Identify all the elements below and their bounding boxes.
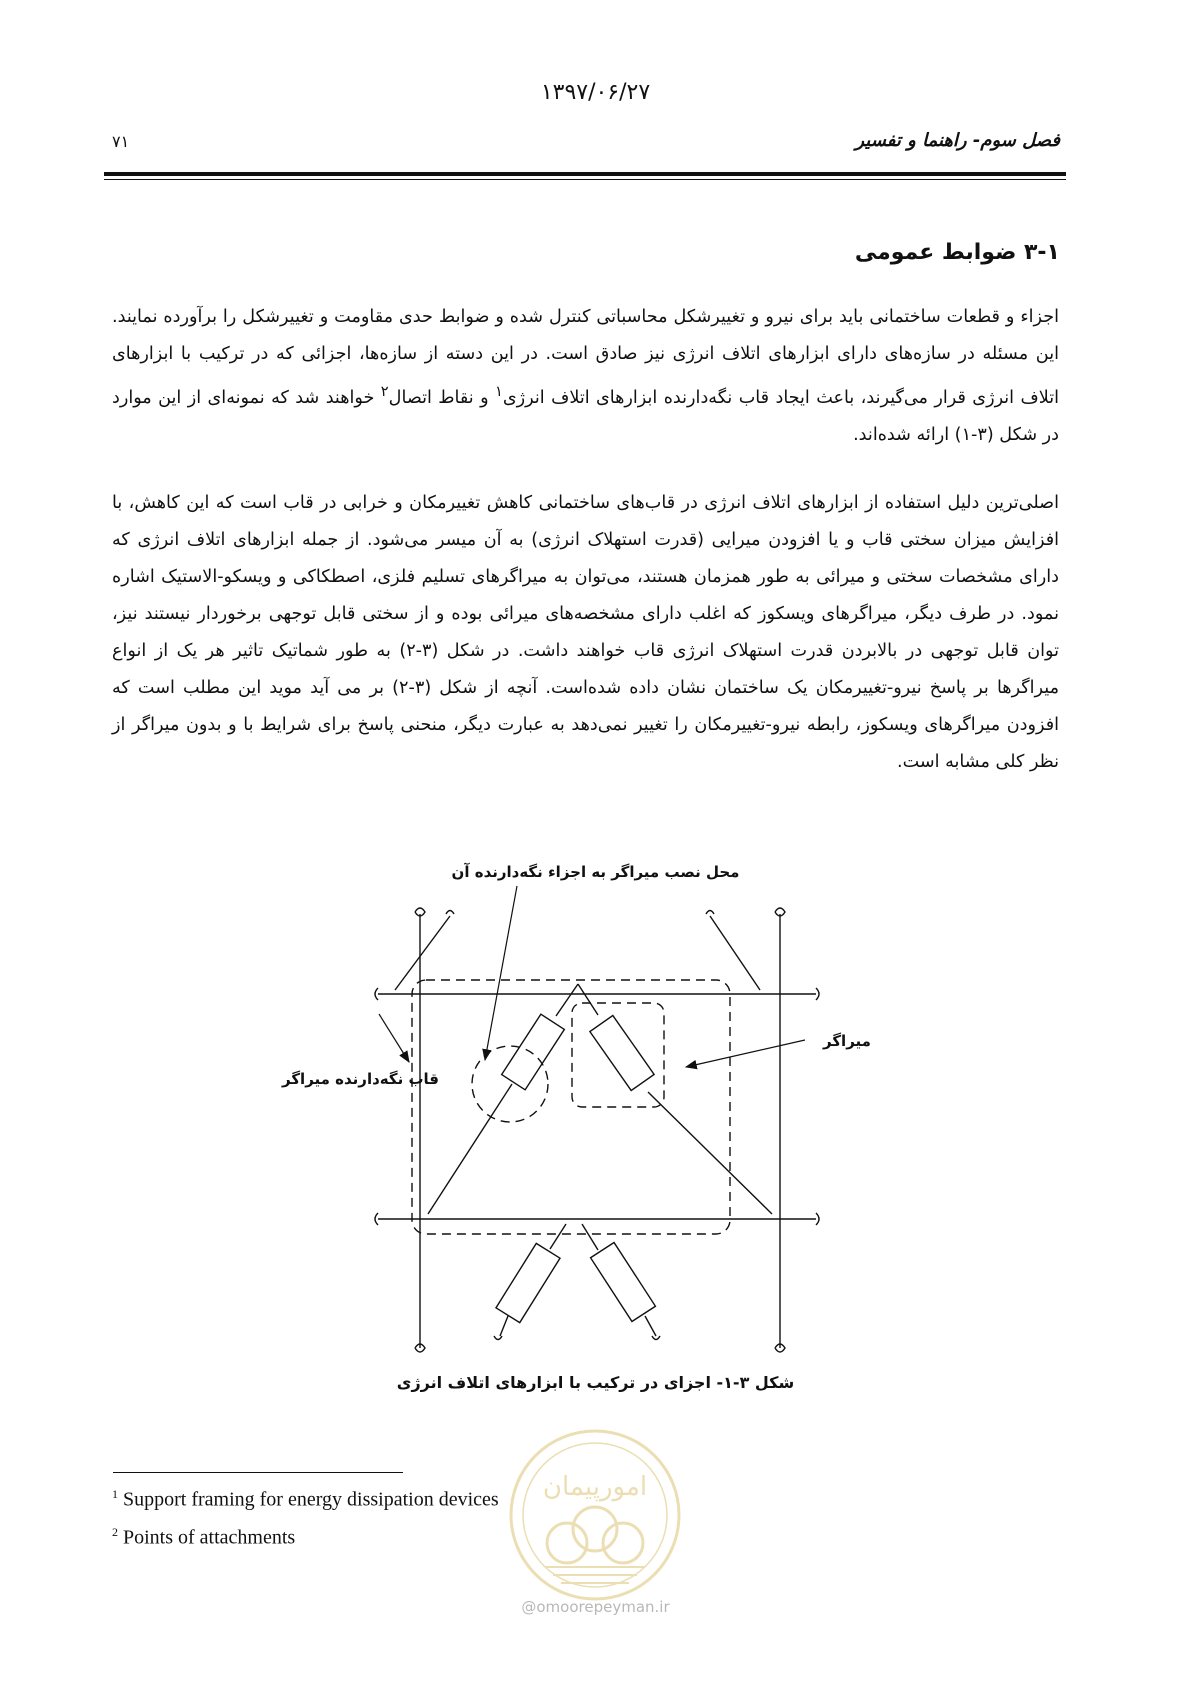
footnote-mark-2: 2 [112, 1525, 118, 1539]
leader-frame [379, 1014, 409, 1062]
paragraph-1-text-b: و نقاط اتصال [388, 387, 496, 408]
figure-frame-diagram [360, 884, 840, 1364]
figure-caption: شکل ۳-۱- اجزای در ترکیب با ابزارهای اتلاف انرژی [396, 1373, 795, 1392]
brace-lower-left-end [500, 1316, 508, 1336]
support-frame-outline [412, 980, 730, 1234]
brace-upper-right [710, 916, 760, 990]
footnote-text-2: Points of attachments [123, 1526, 296, 1549]
section-title: ۳-۱ ضوابط عمومی [854, 240, 1060, 265]
footnote-mark-1: 1 [112, 1487, 118, 1501]
break-mark [375, 988, 378, 1000]
watermark-logo-text: امورپیمان [542, 1472, 648, 1502]
footnote-ref-1[interactable]: ۱ [495, 383, 503, 400]
figure-label-damper: میراگر [823, 1032, 871, 1050]
brace-upper-left [395, 916, 450, 990]
footnote-rule [113, 1472, 403, 1473]
damper-right [590, 1015, 654, 1090]
paragraph-1 [112, 299, 1059, 454]
figure-label-support-frame: قاب نگه‌دارنده میراگر [282, 1070, 439, 1088]
brace-lower-left [550, 1224, 566, 1249]
brace-diagonal-left-top [556, 984, 578, 1016]
figure-label-attachment: محل نصب میراگر به اجزاء نگه‌دارنده آن [451, 863, 740, 881]
break-mark [816, 988, 819, 1000]
damper-zone-outline [572, 1003, 664, 1107]
paragraph-1-text-a: اجزاء و قطعات ساختمانی باید برای نیرو و تغییرشکل محاسباتی کنترل شده و ضوابط حدی مقاومت و تغییرشکل را برآورده نمایند. این مسئله در سازه‌های دارای ابزارهای اتلاف انرژی نیز صادق است. در این دسته از سازه‌ها، اجزائی که در ترکیب با ابزارهای اتلاف انرژی قرار می‌گیرند، باعث ایجاد قاب نگه‌دارنده ابزارهای اتلاف انرژی [112, 307, 1059, 408]
paragraph-1-text-c: خواهند شد که نمونه‌ای از این موارد در شکل (۳-۱) ارائه شده‌اند. [112, 387, 1059, 445]
leader-damper [686, 1040, 805, 1067]
footnote-1 [112, 1487, 499, 1512]
break-mark [652, 1336, 660, 1340]
break-mark [706, 911, 714, 915]
footnote-ref-2[interactable]: ۲ [380, 383, 389, 400]
paragraph-2: اصلی‌ترین دلیل استفاده از ابزارهای اتلاف انرژی در قاب‌های ساختمانی کاهش تغییرمکان و خرابی در قاب است که این کاهش، با افزایش میزان سختی قاب و یا افزودن میرایی (قدرت استهلاک انرژی) به آن میسر می‌شود. از جمله ابزارهای اتلاف انرژی که دارای مشخصات سختی و میرائی به طور همزمان هستند، می‌توان به میراگرهای تسلیم فلزی، اصطکاکی و ویسکو-الاستیک اشاره نمود. در طرف دیگر، میراگرهای ویسکوز که اغلب دارای مشخصه‌های میرائی بوده و از سختی قابل توجهی برخوردار نیستند نیز، توان قابل توجهی در بالابردن قدرت استهلاک انرژی قاب خواهند داشت. در شکل (۳-۲) به طور شماتیک تاثیر هر یک از انواع میراگرها بر پاسخ نیرو-تغییرمکان یک ساختمان نشان داده شده‌است. آنچه از شکل (۳-۲) بر می آید موید این مطلب است که افزودن میراگرهای ویسکوز، رابطه نیرو-تغییرمکان را تغییر نمی‌دهد به عبارت دیگر، منحنی پاسخ برای شرایط با و بدون میراگر از نظر کلی مشابه است. [112, 493, 1059, 772]
brace-diagonal-left [428, 1084, 512, 1214]
page-date: ۱۳۹۷/۰۶/۲۷ [540, 80, 651, 105]
footnote-2 [112, 1525, 295, 1550]
break-mark [375, 1213, 378, 1225]
attachment-zone-outline [472, 1046, 548, 1122]
damper-left [502, 1014, 565, 1090]
watermark-logo [505, 1425, 685, 1605]
brace-diagonal-right-top [578, 984, 598, 1015]
damper-lower-left [496, 1243, 560, 1322]
footnote-text-1: Support framing for energy dissipation devices [123, 1488, 499, 1511]
break-mark [446, 911, 454, 915]
damper-lower-right [591, 1243, 656, 1322]
watermark-url: @omoorepeyman.ir [521, 1598, 670, 1616]
leader-attachment [485, 886, 517, 1060]
break-mark [816, 1213, 819, 1225]
header-rule-thick [104, 172, 1066, 176]
page-number: ۷۱ [112, 132, 130, 151]
header-rule-thin [104, 179, 1066, 180]
brace-lower-right-end [645, 1316, 656, 1336]
brace-lower-right [582, 1224, 598, 1250]
running-head: فصل سوم- راهنما و تفسیر [855, 130, 1060, 151]
break-mark [494, 1336, 502, 1340]
brace-diagonal-right [648, 1092, 772, 1214]
